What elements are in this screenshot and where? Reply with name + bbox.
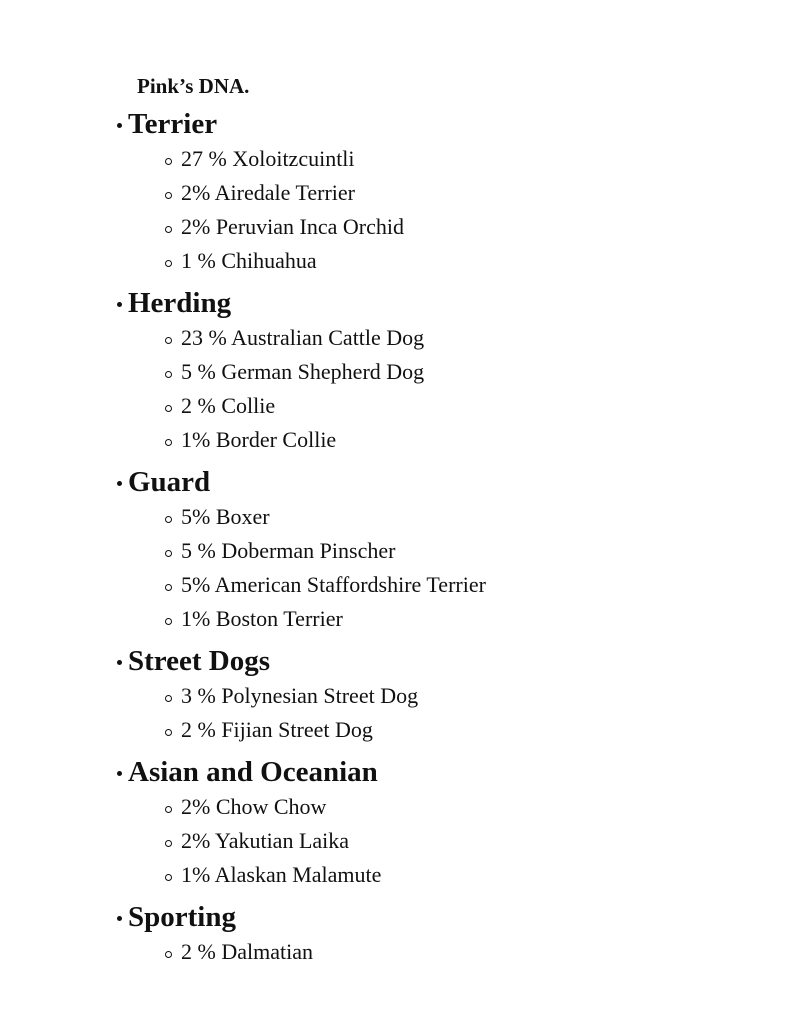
list-item	[0, 181, 800, 215]
breed-label: • 5 % German Shepherd Dog	[181, 359, 425, 384]
breed-list	[0, 505, 800, 641]
circle-bullet-icon	[165, 158, 172, 165]
breed-label: • 5% American Staffordshire Terrier	[181, 572, 486, 597]
bullet-icon	[117, 916, 122, 921]
bullet-icon	[117, 771, 122, 776]
list-item	[0, 684, 800, 718]
breed-label: • 5 % Doberman Pinscher	[181, 538, 396, 563]
circle-bullet-icon	[165, 192, 172, 199]
breed-label: • 2% Yakutian Laika	[181, 828, 350, 853]
group-guard	[0, 465, 800, 641]
breed-label: • 5% Boxer	[181, 504, 270, 529]
circle-bullet-icon	[165, 729, 172, 736]
breed-label: • 1% Border Collie	[181, 427, 337, 452]
circle-bullet-icon	[165, 371, 172, 378]
breed-label: • 2% Airedale Terrier	[181, 180, 355, 205]
list-item	[0, 940, 800, 974]
list-item	[0, 718, 800, 752]
group-heading	[0, 465, 800, 505]
breed-label: • 2% Chow Chow	[181, 794, 327, 819]
list-item	[0, 795, 800, 829]
bullet-icon	[117, 123, 122, 128]
circle-bullet-icon	[165, 337, 172, 344]
group-label: Street Dogs	[128, 645, 271, 677]
group-label: Sporting	[128, 901, 236, 933]
list-item	[0, 607, 800, 641]
circle-bullet-icon	[165, 260, 172, 267]
breed-label: • 1 % Chihuahua	[181, 248, 317, 273]
group-label: Herding	[128, 287, 232, 319]
group-street-dogs	[0, 644, 800, 752]
circle-bullet-icon	[165, 584, 172, 591]
list-item	[0, 573, 800, 607]
breed-list	[0, 940, 800, 974]
list-item	[0, 249, 800, 283]
breed-label: • 23 % Australian Cattle Dog	[181, 325, 425, 350]
circle-bullet-icon	[165, 951, 172, 958]
list-item	[0, 428, 800, 462]
circle-bullet-icon	[165, 618, 172, 625]
breed-label: • 1% Alaskan Malamute	[181, 862, 382, 887]
breed-list	[0, 326, 800, 462]
list-item	[0, 539, 800, 573]
list-item	[0, 147, 800, 181]
circle-bullet-icon	[165, 806, 172, 813]
circle-bullet-icon	[165, 874, 172, 881]
group-label: Guard	[128, 466, 211, 498]
circle-bullet-icon	[165, 550, 172, 557]
bullet-icon	[117, 302, 122, 307]
circle-bullet-icon	[165, 695, 172, 702]
breed-label: • 2 % Fijian Street Dog	[181, 717, 373, 742]
breed-list	[0, 795, 800, 897]
group-label: Terrier	[128, 108, 218, 140]
group-heading	[0, 107, 800, 147]
breed-label: • 2 % Dalmatian	[181, 939, 313, 964]
group-heading	[0, 755, 800, 795]
bullet-icon	[117, 660, 122, 665]
list-item	[0, 360, 800, 394]
list-item	[0, 394, 800, 428]
breed-list	[0, 684, 800, 752]
group-heading	[0, 286, 800, 326]
group-sporting	[0, 900, 800, 974]
breed-label: • 2% Peruvian Inca Orchid	[181, 214, 404, 239]
group-label: Asian and Oceanian	[128, 756, 378, 788]
group-terrier	[0, 107, 800, 283]
circle-bullet-icon	[165, 439, 172, 446]
list-item	[0, 829, 800, 863]
circle-bullet-icon	[165, 840, 172, 847]
list-item	[0, 863, 800, 897]
group-herding	[0, 286, 800, 462]
circle-bullet-icon	[165, 405, 172, 412]
group-heading	[0, 644, 800, 684]
list-item	[0, 326, 800, 360]
breed-label: • 3 % Polynesian Street Dog	[181, 683, 419, 708]
group-asian-and-oceanian	[0, 755, 800, 897]
breed-label: • 2 % Collie	[181, 393, 276, 418]
circle-bullet-icon	[165, 226, 172, 233]
breed-label: • 1% Boston Terrier	[181, 606, 343, 631]
list-item	[0, 215, 800, 249]
circle-bullet-icon	[165, 516, 172, 523]
document-title: Pink’s DNA.	[137, 74, 250, 98]
list-item	[0, 505, 800, 539]
group-heading	[0, 900, 800, 940]
breed-list	[0, 147, 800, 283]
breed-label: • 27 % Xoloitzcuintli	[181, 146, 355, 171]
bullet-icon	[117, 481, 122, 486]
